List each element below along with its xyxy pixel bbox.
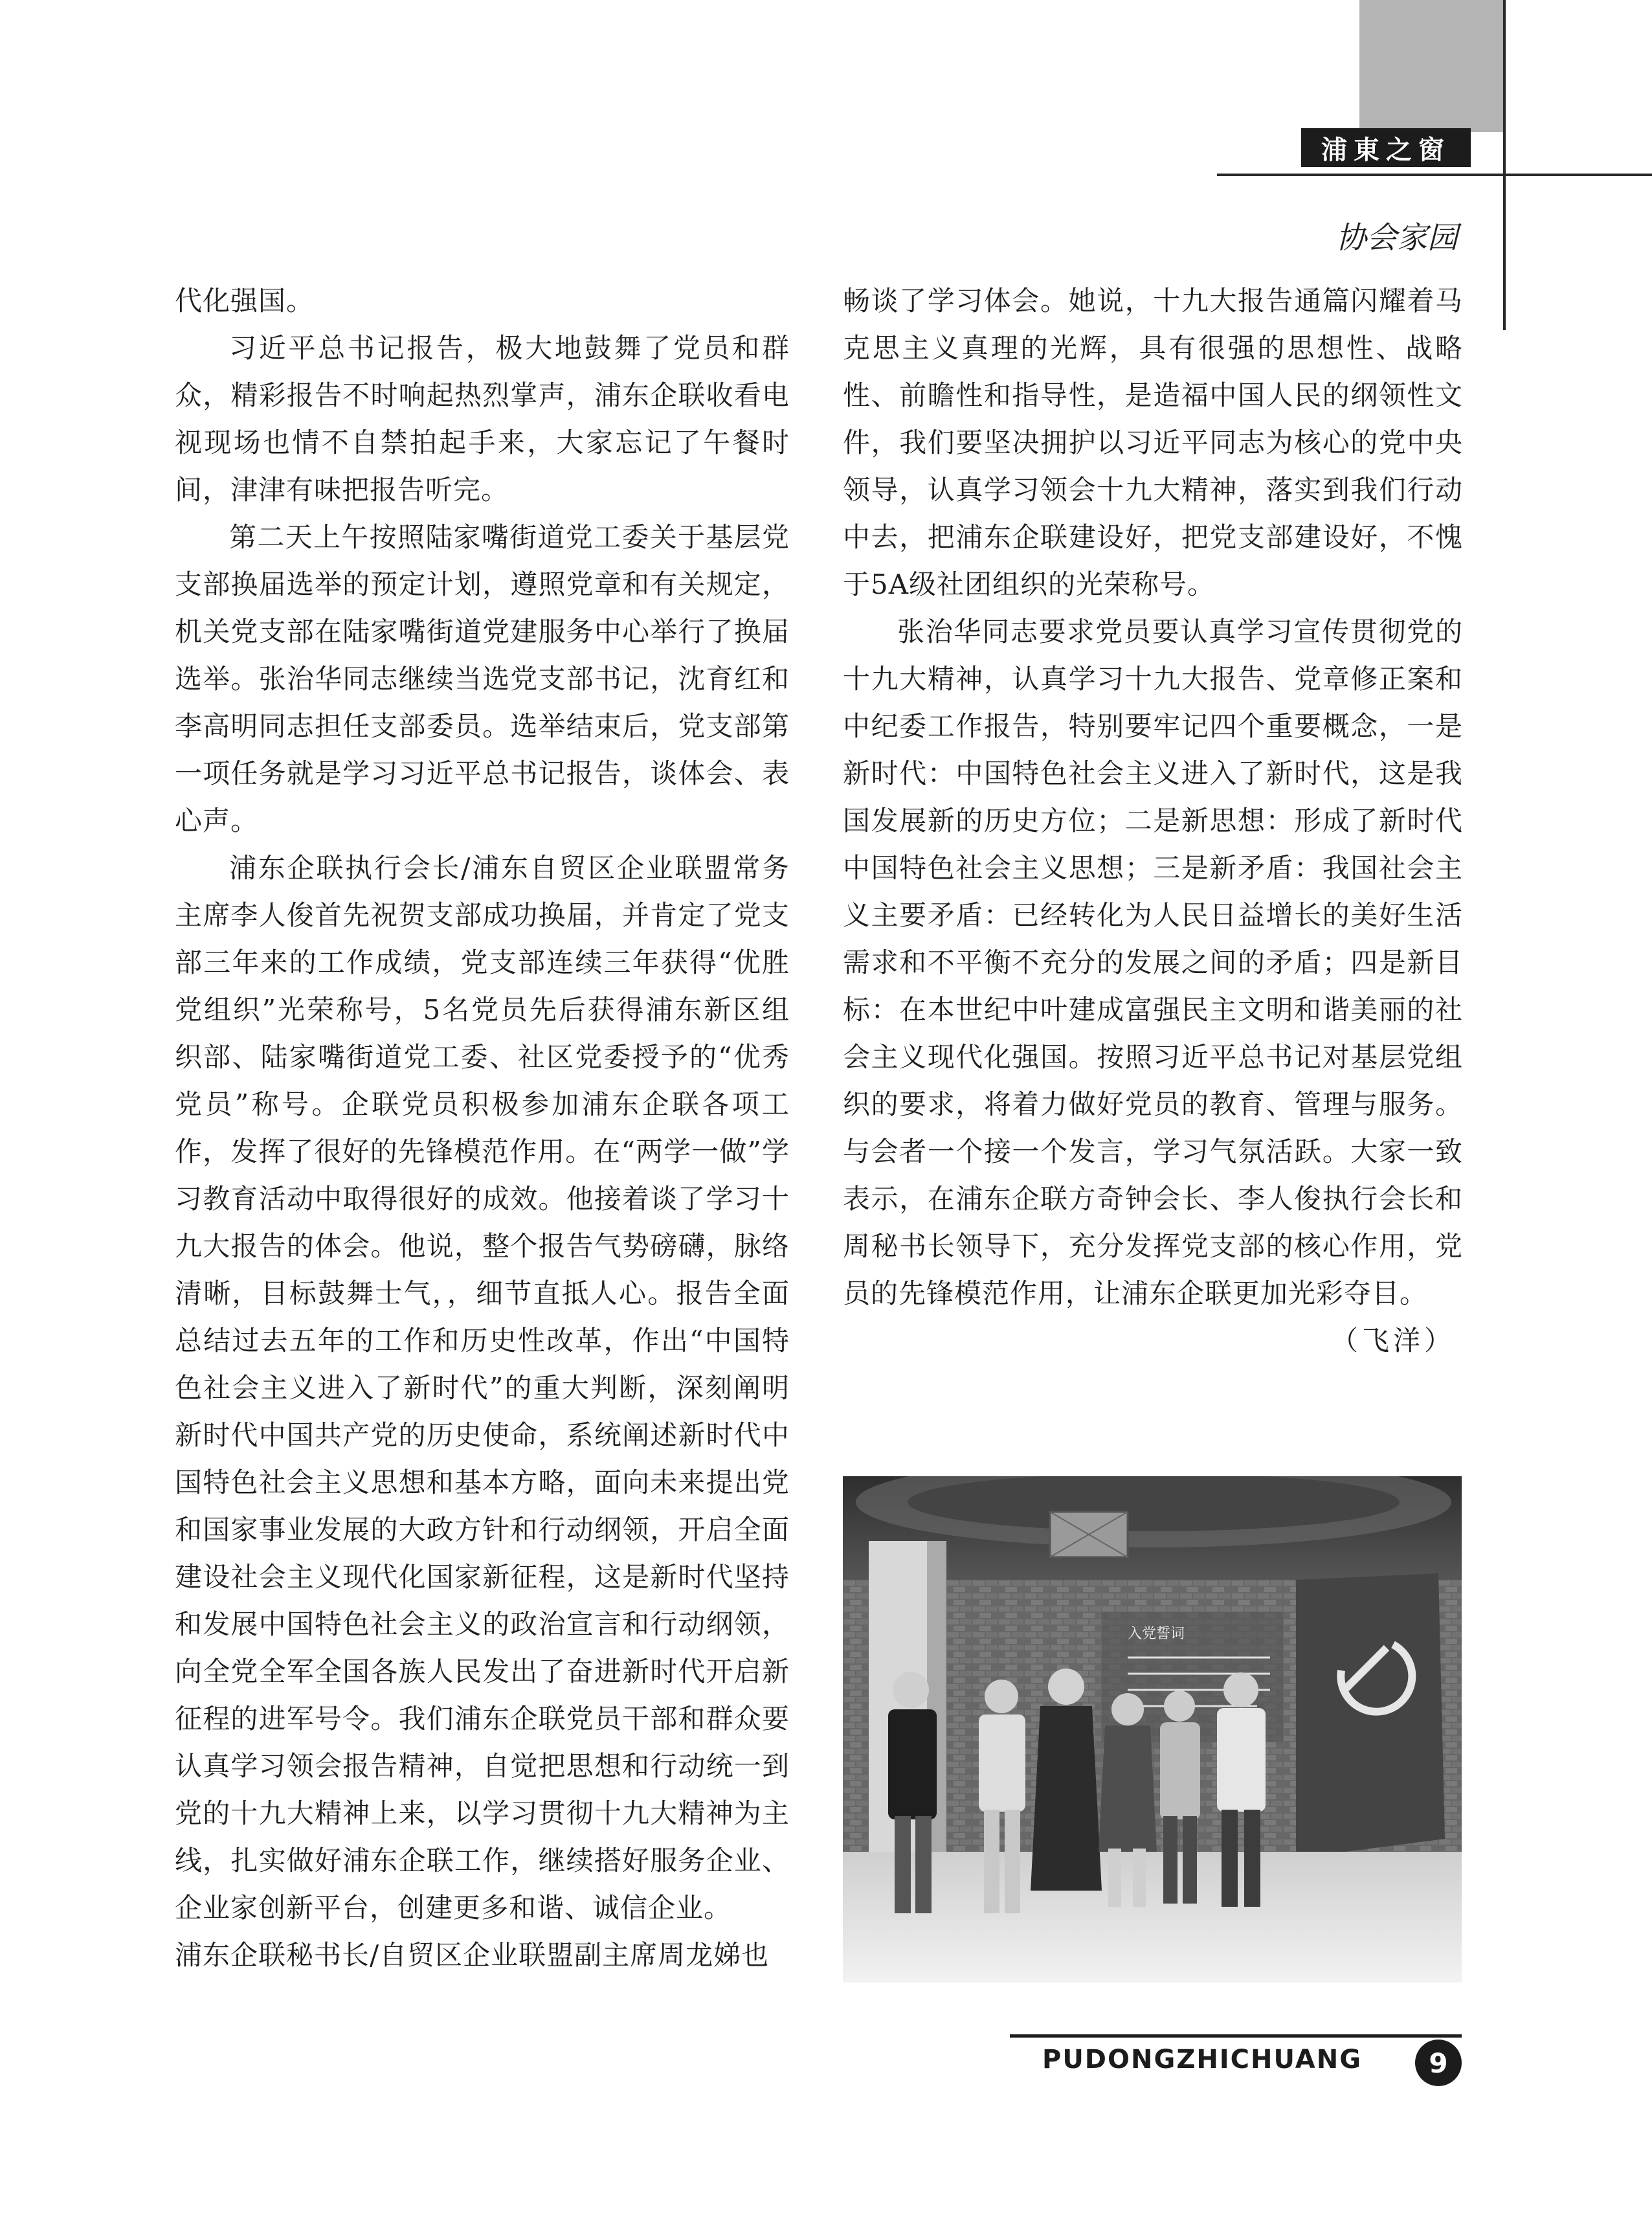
author-byline: （飞洋） (1330, 1325, 1455, 1356)
paragraph: 第二天上午按照陆家嘴街道党工委关于基层党支部换届选举的预定计划，遵照党章和有关规定，机关党支部在陆家嘴街道党建服务中心举行了换届选举。张治华同志继续当选党支部书记，沈育红和李高明同志担任支部委员。选举结束后，党支部第一项任务就是学习习近平总书记报告，谈体会、表心声。 (175, 521, 790, 837)
header-horizontal-rule (1217, 174, 1652, 176)
group-photo (843, 1476, 1462, 1983)
page-number: 9 (1415, 2040, 1462, 2086)
paragraph: 浦东企联执行会长/浦东自贸区企业联盟常务主席李人俊首先祝贺支部成功换届，并肯定了党支部三年来的工作成绩，党支部连续三年获得“优胜党组织”光荣称号，5名党员先后获得浦东新区组织部、陆家嘴街道党工委、社区党委授予的“优秀党员”称号。企联党员积极参加浦东企联各项工作，发挥了很好的先锋模范作用。在“两学一做”学习教育活动中取得很好的成效。他接着谈了学习十九大报告的体会。他说，整个报告气势磅礴，脉络清晰，目标鼓舞士气，，细节直抵人心。报告全面总结过去五年的工作和历史性改革，作出“中国特色社会主义进入了新时代”的重大判断，深刻阐明新时代中国共产党的历史使命，系统阐述新时代中国特色社会主义思想和基本方略，面向未来提出党和国家事业发展的大政方针和行动纲领，开启全面建设社会主义现代化国家新征程，这是新时代坚持和发展中国特色社会主义的政治宣言和行动纲领，向全党全军全国各族人民发出了奋进新时代开启新征程的进军号令。我们浦东企联党员干部和群众要认真学习领会报告精神，自觉把思想和行动统一到党的十九大精神上来，以学习贯彻十九大精神为主线，扎实做好浦东企联工作，继续搭好服务企业、企业家创新平台，创建更多和谐、诚信企业。 (175, 852, 790, 1924)
paragraph: 习近平总书记报告，极大地鼓舞了党员和群众，精彩报告不时响起热烈掌声，浦东企联收看电视现场也情不自禁拍起手来，大家忘记了午餐时间，津津有味把报告听完。 (175, 332, 790, 506)
footer-rule (1010, 2034, 1462, 2038)
paragraph: 浦东企联秘书长/自贸区企业联盟副主席周龙娣也 (175, 1939, 770, 1971)
right-column (843, 277, 1463, 1364)
magazine-name: PUDONGZHICHUANG (1042, 2045, 1363, 2074)
masthead-logo: 浦東之窗 (1301, 128, 1471, 167)
section-title: 协会家园 (1336, 220, 1458, 256)
paragraph: 代化强国。 (175, 285, 315, 317)
header-corner-block (1359, 0, 1505, 132)
left-column (175, 277, 790, 1979)
paragraph: 张治华同志要求党员要认真学习宣传贯彻党的十九大精神，认真学习十九大报告、党章修正案和中纪委工作报告，特别要牢记四个重要概念，一是新时代：中国特色社会主义进入了新时代，这是我国发展新的历史方位；二是新思想：形成了新时代中国特色社会主义思想；三是新矛盾：我国社会主义主要矛盾：已经转化为人民日益增长的美好生活需求和不平衡不充分的发展之间的矛盾；四是新目标：在本世纪中叶建成富强民主文明和谐美丽的社会主义现代化强国。按照习近平总书记对基层党组织的要求，将着力做好党员的教育、管理与服务。与会者一个接一个发言，学习气氛活跃。大家一致表示，在浦东企联方奇钟会长、李人俊执行会长和周秘书长领导下，充分发挥党支部的核心作用，党员的先锋模范作用，让浦东企联更加光彩夺目。 (843, 616, 1463, 1309)
header-vertical-rule (1503, 0, 1506, 330)
paragraph: 畅谈了学习体会。她说，十九大报告通篇闪耀着马克思主义真理的光辉，具有很强的思想性、战略性、前瞻性和指导性，是造福中国人民的纲领性文件，我们要坚决拥护以习近平同志为核心的党中央领导，认真学习领会十九大精神，落实到我们行动中去，把浦东企联建设好，把党支部建设好，不愧于5A级社团组织的光荣称号。 (843, 285, 1463, 600)
wall-text: 入党誓词 (1128, 1626, 1185, 1642)
